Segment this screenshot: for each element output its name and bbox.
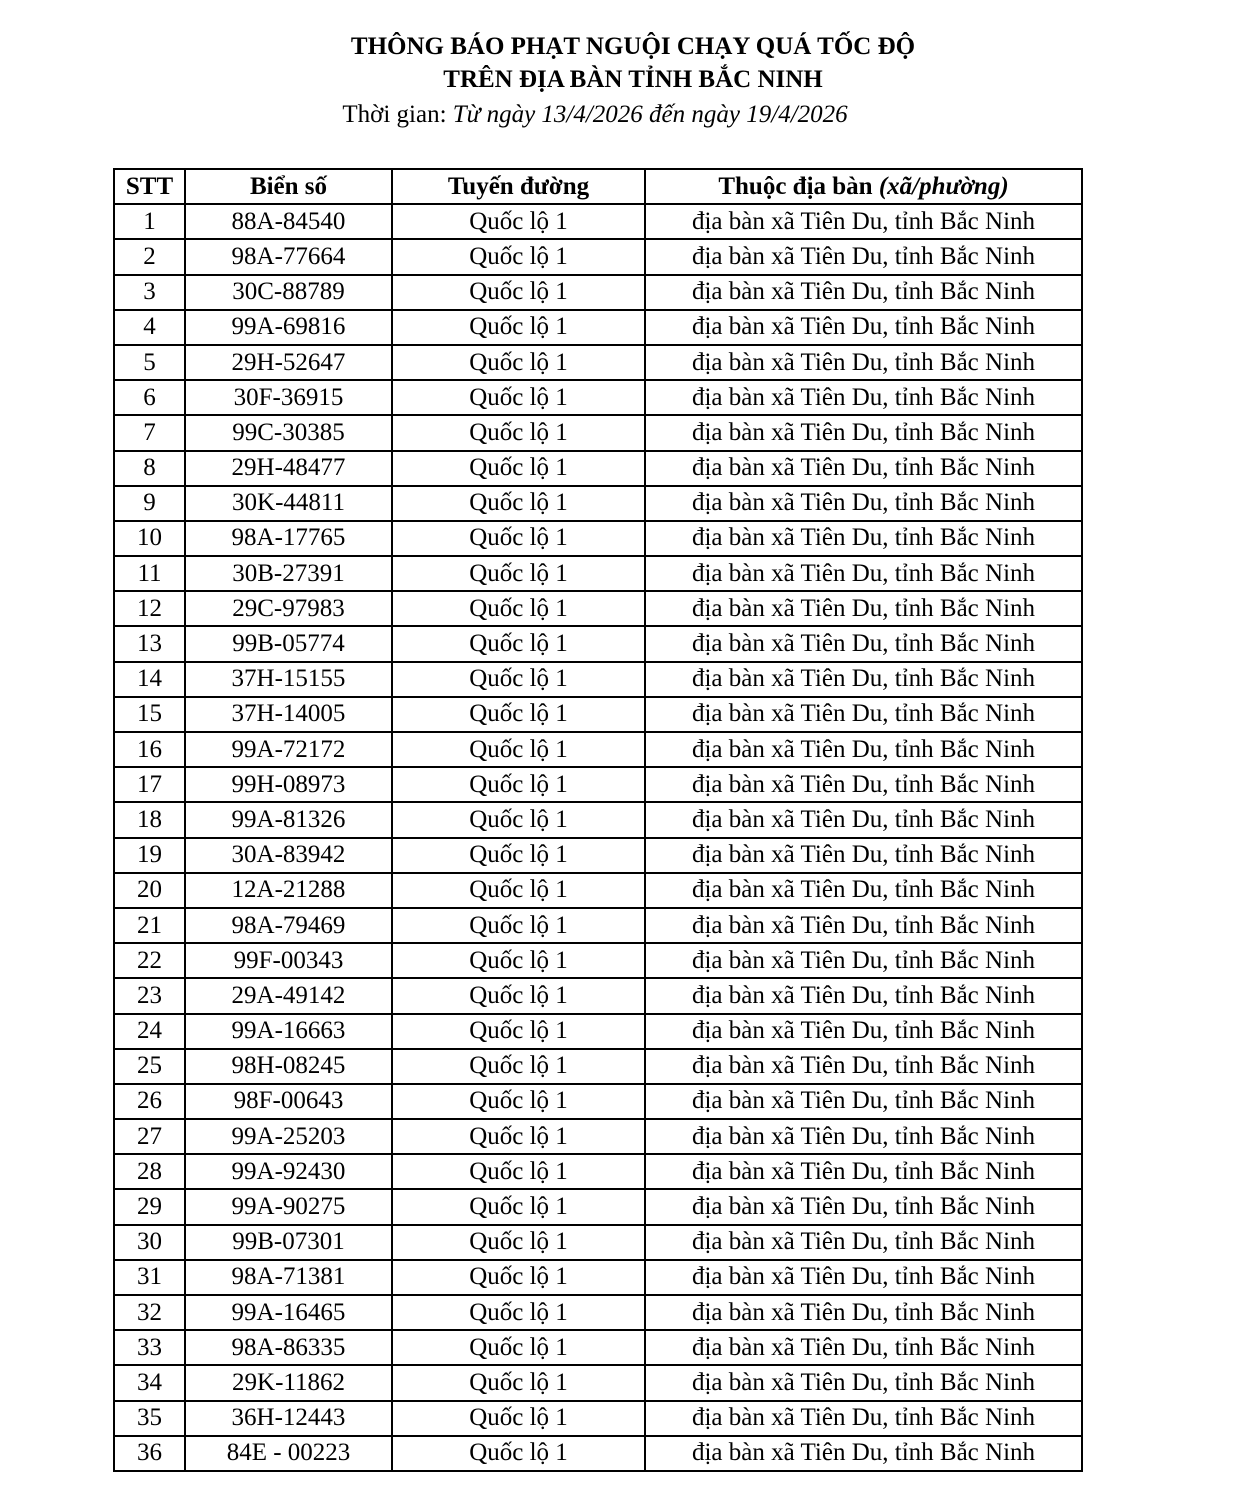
row-stt: 2 [114,239,185,274]
row-area: địa bàn xã Tiên Du, tỉnh Bắc Ninh [645,1225,1082,1260]
row-plate: 99A-72172 [185,732,392,767]
table-row [114,838,1082,873]
row-area: địa bàn xã Tiên Du, tỉnh Bắc Ninh [645,626,1082,661]
row-route: Quốc lộ 1 [392,1154,645,1189]
row-area: địa bàn xã Tiên Du, tỉnh Bắc Ninh [645,767,1082,802]
row-area: địa bàn xã Tiên Du, tỉnh Bắc Ninh [645,662,1082,697]
row-route: Quốc lộ 1 [392,1084,645,1119]
row-plate: 98A-71381 [185,1260,392,1295]
row-stt: 35 [114,1401,185,1436]
row-route: Quốc lộ 1 [392,486,645,521]
row-plate: 88A-84540 [185,204,392,239]
table-row [114,204,1082,239]
row-area: địa bàn xã Tiên Du, tỉnh Bắc Ninh [645,345,1082,380]
table-row [114,1225,1082,1260]
row-area: địa bàn xã Tiên Du, tỉnh Bắc Ninh [645,1260,1082,1295]
row-route: Quốc lộ 1 [392,345,645,380]
table-row [114,767,1082,802]
row-plate: 30K-44811 [185,486,392,521]
row-stt: 5 [114,345,185,380]
row-area: địa bàn xã Tiên Du, tỉnh Bắc Ninh [645,1330,1082,1365]
table-row [114,1189,1082,1224]
row-route: Quốc lộ 1 [392,802,645,837]
row-route: Quốc lộ 1 [392,697,645,732]
column-header-area-label: Thuộc địa bàn [718,172,879,200]
row-route: Quốc lộ 1 [392,767,645,802]
row-plate: 12A-21288 [185,873,392,908]
row-stt: 30 [114,1225,185,1260]
row-plate: 37H-14005 [185,697,392,732]
row-stt: 4 [114,310,185,345]
row-area: địa bàn xã Tiên Du, tỉnh Bắc Ninh [645,275,1082,310]
row-stt: 10 [114,521,185,556]
row-route: Quốc lộ 1 [392,978,645,1013]
row-plate: 30C-88789 [185,275,392,310]
violations-table [113,168,1083,1472]
table-row [114,1295,1082,1330]
row-stt: 31 [114,1260,185,1295]
row-stt: 1 [114,204,185,239]
row-route: Quốc lộ 1 [392,1119,645,1154]
row-plate: 98A-79469 [185,908,392,943]
row-route: Quốc lộ 1 [392,662,645,697]
row-plate: 99B-05774 [185,626,392,661]
row-stt: 19 [114,838,185,873]
table-row [114,1436,1082,1471]
row-plate: 98A-86335 [185,1330,392,1365]
row-route: Quốc lộ 1 [392,1436,645,1471]
row-route: Quốc lộ 1 [392,451,645,486]
row-route: Quốc lộ 1 [392,591,645,626]
row-plate: 99F-00343 [185,943,392,978]
row-route: Quốc lộ 1 [392,838,645,873]
table-row [114,802,1082,837]
row-plate: 99A-16663 [185,1014,392,1049]
row-route: Quốc lộ 1 [392,1365,645,1400]
row-plate: 30A-83942 [185,838,392,873]
row-area: địa bàn xã Tiên Du, tỉnh Bắc Ninh [645,1189,1082,1224]
row-area: địa bàn xã Tiên Du, tỉnh Bắc Ninh [645,415,1082,450]
table-row [114,1330,1082,1365]
time-period [0,99,1190,131]
table-row [114,1365,1082,1400]
document-title-line-2: TRÊN ĐỊA BÀN TỈNH BẮC NINH [443,66,823,93]
row-stt: 7 [114,415,185,450]
row-area: địa bàn xã Tiên Du, tỉnh Bắc Ninh [645,591,1082,626]
row-area: địa bàn xã Tiên Du, tỉnh Bắc Ninh [645,1154,1082,1189]
row-plate: 99A-16465 [185,1295,392,1330]
row-area: địa bàn xã Tiên Du, tỉnh Bắc Ninh [645,802,1082,837]
table-row [114,556,1082,591]
row-area: địa bàn xã Tiên Du, tỉnh Bắc Ninh [645,556,1082,591]
row-plate: 29H-52647 [185,345,392,380]
row-route: Quốc lộ 1 [392,1189,645,1224]
table-row [114,908,1082,943]
row-route: Quốc lộ 1 [392,732,645,767]
row-area: địa bàn xã Tiên Du, tỉnh Bắc Ninh [645,451,1082,486]
row-stt: 15 [114,697,185,732]
table-row [114,415,1082,450]
row-plate: 99C-30385 [185,415,392,450]
row-plate: 30B-27391 [185,556,392,591]
row-area: địa bàn xã Tiên Du, tỉnh Bắc Ninh [645,310,1082,345]
row-route: Quốc lộ 1 [392,1260,645,1295]
row-plate: 99A-25203 [185,1119,392,1154]
table-row [114,732,1082,767]
row-plate: 84E - 00223 [185,1436,392,1471]
row-stt: 24 [114,1014,185,1049]
row-area: địa bàn xã Tiên Du, tỉnh Bắc Ninh [645,380,1082,415]
table-row [114,662,1082,697]
row-area: địa bàn xã Tiên Du, tỉnh Bắc Ninh [645,697,1082,732]
row-stt: 34 [114,1365,185,1400]
table-row [114,1154,1082,1189]
document-title-line-1: THÔNG BÁO PHẠT NGUỘI CHẠY QUÁ TỐC ĐỘ [350,33,916,60]
row-stt: 26 [114,1084,185,1119]
table-row [114,345,1082,380]
row-stt: 27 [114,1119,185,1154]
table-row [114,451,1082,486]
row-stt: 23 [114,978,185,1013]
row-stt: 28 [114,1154,185,1189]
row-plate: 98A-17765 [185,521,392,556]
row-route: Quốc lộ 1 [392,1225,645,1260]
row-plate: 99A-69816 [185,310,392,345]
row-stt: 6 [114,380,185,415]
row-area: địa bàn xã Tiên Du, tỉnh Bắc Ninh [645,732,1082,767]
table-row [114,1260,1082,1295]
row-plate: 29H-48477 [185,451,392,486]
row-route: Quốc lộ 1 [392,873,645,908]
table-row [114,943,1082,978]
row-route: Quốc lộ 1 [392,1049,645,1084]
table-row [114,310,1082,345]
time-period-label: Thời gian: [342,101,453,128]
row-area: địa bàn xã Tiên Du, tỉnh Bắc Ninh [645,1295,1082,1330]
row-stt: 18 [114,802,185,837]
row-plate: 29K-11862 [185,1365,392,1400]
row-area: địa bàn xã Tiên Du, tỉnh Bắc Ninh [645,204,1082,239]
row-plate: 98H-08245 [185,1049,392,1084]
row-route: Quốc lộ 1 [392,626,645,661]
row-plate: 98A-77664 [185,239,392,274]
row-area: địa bàn xã Tiên Du, tỉnh Bắc Ninh [645,1014,1082,1049]
table-row [114,1014,1082,1049]
row-area: địa bàn xã Tiên Du, tỉnh Bắc Ninh [645,908,1082,943]
table-row [114,486,1082,521]
row-route: Quốc lộ 1 [392,1014,645,1049]
table-row [114,275,1082,310]
row-stt: 17 [114,767,185,802]
row-area: địa bàn xã Tiên Du, tỉnh Bắc Ninh [645,239,1082,274]
table-row [114,1049,1082,1084]
row-stt: 21 [114,908,185,943]
row-plate: 99A-92430 [185,1154,392,1189]
row-area: địa bàn xã Tiên Du, tỉnh Bắc Ninh [645,1436,1082,1471]
row-stt: 32 [114,1295,185,1330]
row-area: địa bàn xã Tiên Du, tỉnh Bắc Ninh [645,873,1082,908]
row-route: Quốc lộ 1 [392,556,645,591]
row-route: Quốc lộ 1 [392,521,645,556]
row-stt: 13 [114,626,185,661]
row-plate: 99A-90275 [185,1189,392,1224]
row-plate: 29C-97983 [185,591,392,626]
row-area: địa bàn xã Tiên Du, tỉnh Bắc Ninh [645,1084,1082,1119]
column-header-route: Tuyến đường [392,169,645,204]
row-route: Quốc lộ 1 [392,239,645,274]
row-stt: 3 [114,275,185,310]
row-plate: 36H-12443 [185,1401,392,1436]
row-area: địa bàn xã Tiên Du, tỉnh Bắc Ninh [645,943,1082,978]
row-route: Quốc lộ 1 [392,943,645,978]
row-plate: 37H-15155 [185,662,392,697]
row-area: địa bàn xã Tiên Du, tỉnh Bắc Ninh [645,1365,1082,1400]
row-stt: 12 [114,591,185,626]
row-route: Quốc lộ 1 [392,1295,645,1330]
table-row [114,873,1082,908]
row-route: Quốc lộ 1 [392,1330,645,1365]
row-stt: 36 [114,1436,185,1471]
row-stt: 29 [114,1189,185,1224]
row-stt: 11 [114,556,185,591]
table-body [114,204,1082,1471]
row-area: địa bàn xã Tiên Du, tỉnh Bắc Ninh [645,486,1082,521]
row-route: Quốc lộ 1 [392,415,645,450]
row-plate: 29A-49142 [185,978,392,1013]
table-row [114,978,1082,1013]
row-stt: 16 [114,732,185,767]
table-row [114,380,1082,415]
row-stt: 8 [114,451,185,486]
column-header-area [645,169,1082,204]
row-stt: 25 [114,1049,185,1084]
row-stt: 9 [114,486,185,521]
row-route: Quốc lộ 1 [392,380,645,415]
column-header-plate: Biển số [185,169,392,204]
table-row [114,1119,1082,1154]
table-row [114,626,1082,661]
table-row [114,1084,1082,1119]
row-route: Quốc lộ 1 [392,310,645,345]
row-area: địa bàn xã Tiên Du, tỉnh Bắc Ninh [645,978,1082,1013]
row-route: Quốc lộ 1 [392,275,645,310]
row-stt: 33 [114,1330,185,1365]
row-area: địa bàn xã Tiên Du, tỉnh Bắc Ninh [645,838,1082,873]
row-plate: 30F-36915 [185,380,392,415]
table-row [114,521,1082,556]
row-plate: 99B-07301 [185,1225,392,1260]
table-row [114,239,1082,274]
row-stt: 22 [114,943,185,978]
row-plate: 98F-00643 [185,1084,392,1119]
column-header-area-suffix: (xã/phường) [878,172,1009,200]
row-plate: 99H-08973 [185,767,392,802]
table-row [114,591,1082,626]
time-period-value: Từ ngày 13/4/2026 đến ngày 19/4/2026 [452,101,848,128]
table-row [114,1401,1082,1436]
row-area: địa bàn xã Tiên Du, tỉnh Bắc Ninh [645,1049,1082,1084]
row-area: địa bàn xã Tiên Du, tỉnh Bắc Ninh [645,1401,1082,1436]
row-stt: 14 [114,662,185,697]
row-area: địa bàn xã Tiên Du, tỉnh Bắc Ninh [645,1119,1082,1154]
row-route: Quốc lộ 1 [392,908,645,943]
row-plate: 99A-81326 [185,802,392,837]
table-header-row [114,169,1082,204]
row-area: địa bàn xã Tiên Du, tỉnh Bắc Ninh [645,521,1082,556]
row-route: Quốc lộ 1 [392,1401,645,1436]
table-row [114,697,1082,732]
row-route: Quốc lộ 1 [392,204,645,239]
row-stt: 20 [114,873,185,908]
column-header-stt: STT [114,169,185,204]
